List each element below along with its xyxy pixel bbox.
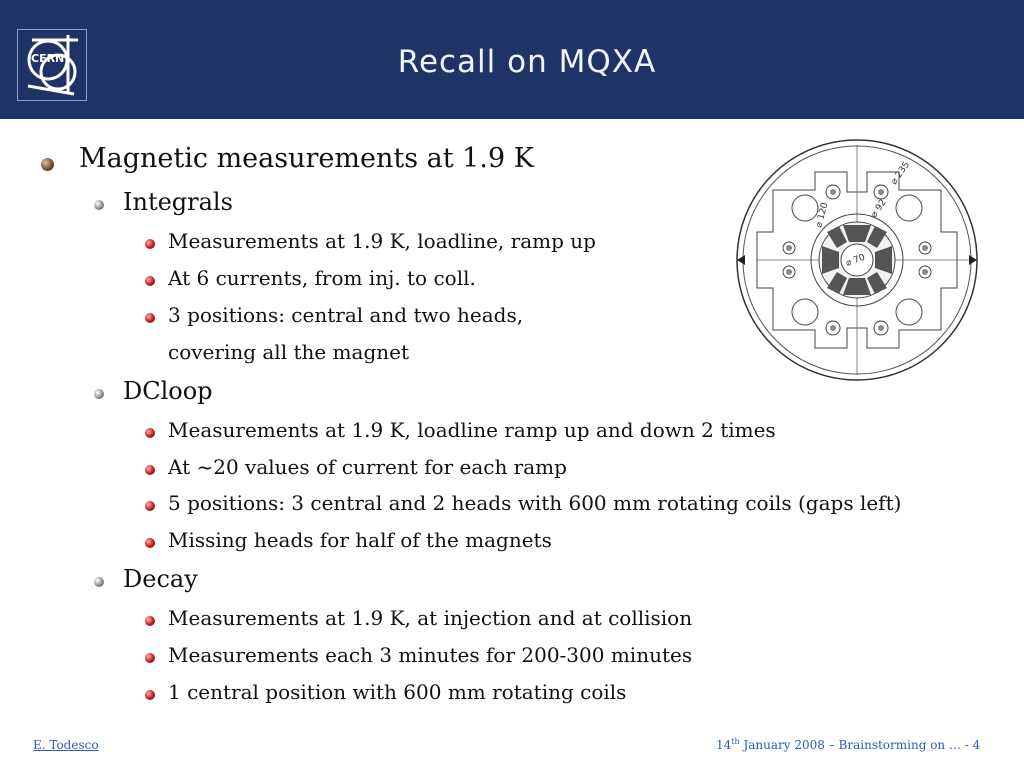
bullet-marker-level-2 <box>94 577 104 587</box>
footer-date-rest: January 2008 – Brainstorming on … - 4 <box>739 738 981 752</box>
bullet-marker-level-3 <box>145 616 155 626</box>
bullet-marker-level-3 <box>145 465 155 475</box>
bullet-marker-level-3 <box>145 653 155 663</box>
bullet-item-level-3: Measurements at 1.9 K, loadline ramp up and down 2 times <box>168 418 776 442</box>
bullet-item-level-3: Measurements each 3 minutes for 200-300 minutes <box>168 643 693 667</box>
footer-author[interactable]: E. Todesco <box>33 738 99 752</box>
bullet-continuation: covering all the magnet <box>168 340 410 364</box>
bullet-item-level-3: 3 positions: central and two heads, <box>168 303 524 327</box>
bullet-item-level-3: 1 central position with 600 mm rotating coils <box>168 680 627 704</box>
footer-date-sup: th <box>731 737 740 746</box>
bullet-item-level-3: Missing heads for half of the magnets <box>168 528 552 552</box>
bullet-marker-level-3 <box>145 239 155 249</box>
bullet-item-level-2: Integrals <box>123 188 233 216</box>
footer-date <box>716 737 980 752</box>
footer-date-day: 14 <box>716 738 732 752</box>
bullet-marker-level-3 <box>145 276 155 286</box>
title-bar <box>0 0 1024 119</box>
dim-label-235: ⌀ 235 <box>889 160 913 187</box>
bullet-marker-level-3 <box>145 313 155 323</box>
bullet-item-level-2: Decay <box>123 565 198 593</box>
bullet-item-level-3: Measurements at 1.9 K, at injection and at collision <box>168 606 693 630</box>
bullet-item-level-3: At 6 currents, from inj. to coll. <box>168 266 476 290</box>
bullet-item-level-3: Measurements at 1.9 K, loadline, ramp up <box>168 229 596 253</box>
slide-title: Recall on MQXA <box>397 44 657 80</box>
bullet-marker-level-2 <box>94 200 104 210</box>
bullet-marker-level-3 <box>145 538 155 548</box>
bullet-item-level-3: At ~20 values of current for each ramp <box>168 455 567 479</box>
bullet-marker-level-2 <box>94 389 104 399</box>
bullet-item-level-1: Magnetic measurements at 1.9 K <box>79 143 534 174</box>
dim-label-70: ⌀ 70 <box>844 252 867 269</box>
bullet-marker-level-3 <box>145 501 155 511</box>
bullet-marker-level-3 <box>145 690 155 700</box>
bullet-marker-level-1 <box>41 158 54 171</box>
bullet-marker-level-3 <box>145 428 155 438</box>
dim-label-120: ⌀ 120 <box>814 201 831 229</box>
magnet-cross-section-drawing <box>735 130 990 390</box>
dim-label-92: ⌀ 92 <box>869 197 889 220</box>
logo-text: CERN <box>31 52 65 65</box>
bullet-item-level-2: DCloop <box>123 377 213 405</box>
bullet-item-level-3: 5 positions: 3 central and 2 heads with 600 mm rotating coils (gaps left) <box>168 491 902 515</box>
